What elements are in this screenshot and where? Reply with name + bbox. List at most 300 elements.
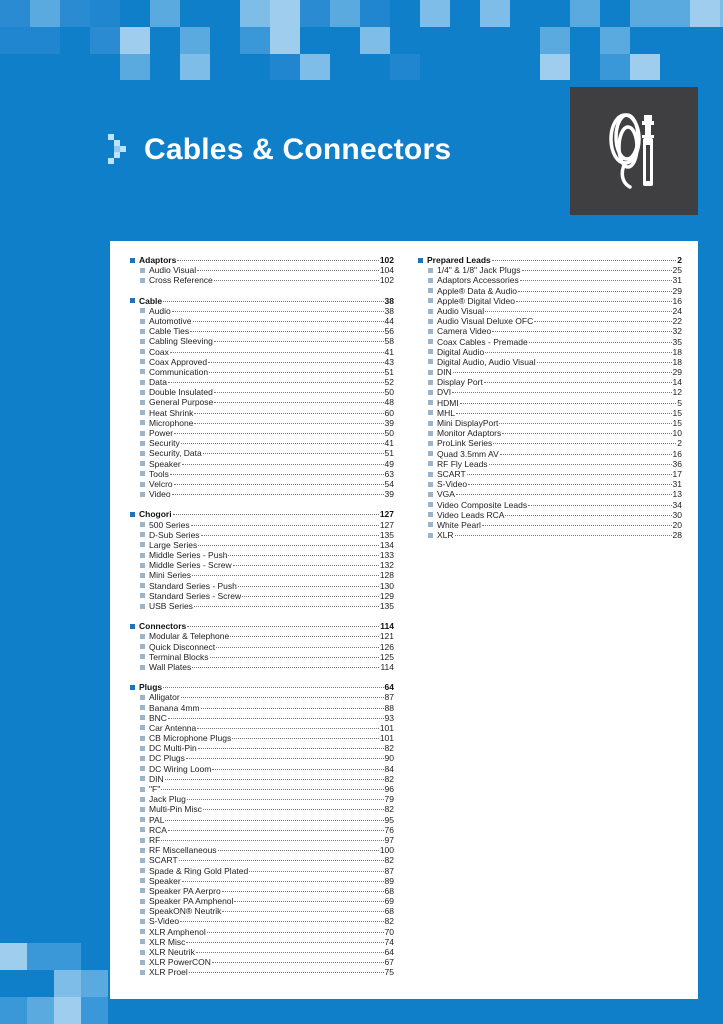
dot-leader	[522, 270, 672, 271]
page-number: 52	[384, 377, 394, 388]
dot-leader	[190, 331, 383, 332]
entry-label: Mini DisplayPort	[437, 418, 499, 428]
entry-label: Display Port	[437, 377, 483, 388]
contents-entry[interactable]	[130, 794, 394, 804]
contents-entry[interactable]	[130, 357, 394, 367]
dot-leader	[233, 565, 379, 566]
page-number: 90	[384, 753, 394, 764]
contents-entry[interactable]	[130, 753, 394, 763]
page-number: 50	[384, 387, 394, 398]
bullet-icon	[140, 654, 145, 659]
page-number: 35	[672, 336, 682, 347]
contents-column-left	[130, 255, 394, 988]
page-number: 39	[384, 489, 394, 500]
entry-label: Banana 4mm	[149, 702, 200, 713]
contents-entry[interactable]	[130, 550, 394, 560]
contents-entry[interactable]	[130, 459, 394, 469]
dot-leader	[163, 301, 383, 302]
page-number: 84	[384, 763, 394, 774]
dot-leader	[214, 341, 384, 342]
bullet-icon	[428, 349, 433, 354]
entry-label: RCA	[149, 824, 167, 835]
bullet-icon	[140, 705, 145, 710]
dot-leader	[228, 555, 378, 556]
bullet-icon	[428, 482, 433, 487]
dot-leader	[212, 962, 384, 963]
dot-leader	[499, 423, 671, 424]
section-heading[interactable]	[130, 255, 394, 265]
contents-entry[interactable]	[130, 397, 394, 407]
entry-label: RF Miscellaneous	[149, 845, 217, 856]
contents-entry[interactable]	[130, 438, 394, 448]
page-number: 17	[672, 468, 682, 479]
contents-entry[interactable]	[418, 367, 682, 377]
dot-leader	[203, 809, 384, 810]
contents-entry[interactable]	[418, 337, 682, 347]
bullet-icon	[140, 848, 145, 853]
dot-leader	[180, 921, 383, 922]
page-number: 16	[672, 448, 682, 459]
bullet-icon	[140, 410, 145, 415]
page-number: 49	[384, 458, 394, 469]
bullet-icon	[140, 451, 145, 456]
dot-leader	[197, 728, 379, 729]
entry-label: HDMI	[437, 397, 459, 408]
page-number: 126	[379, 641, 394, 652]
contents-entry[interactable]	[130, 275, 394, 285]
page-number: 125	[379, 651, 394, 662]
bullet-icon	[140, 736, 145, 741]
page-number: 51	[384, 366, 394, 377]
contents-entry[interactable]	[130, 733, 394, 743]
bullet-icon	[140, 420, 145, 425]
bullet-icon	[428, 410, 433, 415]
section-heading[interactable]	[130, 296, 394, 306]
contents-entry[interactable]	[130, 937, 394, 947]
dot-leader	[194, 413, 383, 414]
page-number: 93	[384, 712, 394, 723]
contents-entry[interactable]	[130, 967, 394, 977]
bullet-icon	[428, 512, 433, 517]
entry-label: Standard Series - Push	[149, 580, 237, 591]
dot-leader	[198, 748, 384, 749]
contents-entry[interactable]	[418, 418, 682, 428]
contents-entry[interactable]	[130, 916, 394, 926]
contents-entry[interactable]	[130, 581, 394, 591]
contents-entry[interactable]	[418, 286, 682, 296]
contents-entry[interactable]	[130, 723, 394, 733]
contents-entry[interactable]	[130, 479, 394, 489]
page-number: 69	[384, 896, 394, 907]
entry-label: Coax Approved	[149, 356, 208, 367]
bullet-icon	[140, 776, 145, 781]
contents-entry[interactable]	[130, 662, 394, 672]
contents-entry[interactable]	[130, 886, 394, 896]
contents-entry[interactable]	[130, 896, 394, 906]
contents-entry[interactable]	[418, 469, 682, 479]
bullet-icon	[428, 492, 433, 497]
bullet-icon	[428, 421, 433, 426]
category-icon-box	[570, 87, 698, 215]
page-number: 129	[379, 590, 394, 601]
entry-label: Modular & Telephone	[149, 631, 230, 642]
entry-label: Quad 3.5mm AV	[437, 448, 499, 459]
contents-entry[interactable]	[418, 510, 682, 520]
contents-entry[interactable]	[130, 520, 394, 530]
page-number: 41	[384, 346, 394, 357]
contents-entry[interactable]	[130, 642, 394, 652]
contents-entry[interactable]	[130, 570, 394, 580]
dot-leader	[207, 932, 384, 933]
bullet-icon	[140, 929, 145, 934]
dot-leader	[234, 901, 383, 902]
page-number: 15	[672, 407, 682, 418]
entry-label: SCART	[149, 855, 178, 866]
bullet-icon	[428, 268, 433, 273]
section-heading[interactable]	[418, 255, 682, 265]
bullet-icon	[140, 532, 145, 537]
contents-entry[interactable]	[130, 265, 394, 275]
entry-label: VGA	[437, 489, 455, 500]
dot-leader	[529, 342, 672, 343]
contents-entry[interactable]	[418, 275, 682, 285]
contents-entry[interactable]	[130, 927, 394, 937]
contents-entry[interactable]	[418, 449, 682, 459]
entry-label: Standard Series - Screw	[149, 590, 242, 601]
contents-entry[interactable]	[130, 845, 394, 855]
contents-entry[interactable]	[418, 428, 682, 438]
entry-label: Communication	[149, 366, 209, 377]
bullet-icon	[140, 919, 145, 924]
contents-entry[interactable]	[130, 469, 394, 479]
dot-leader	[460, 403, 677, 404]
bullet-icon	[140, 960, 145, 965]
page-title: Cables & Connectors	[144, 133, 452, 166]
page-number: 38	[384, 305, 394, 316]
contents-section	[130, 682, 394, 977]
contents-entry[interactable]	[130, 408, 394, 418]
dot-leader	[198, 545, 379, 546]
section-heading[interactable]	[130, 621, 394, 631]
contents-entry[interactable]	[130, 489, 394, 499]
section-heading[interactable]	[130, 682, 394, 692]
entry-label: Connectors	[139, 621, 187, 632]
page-number: 31	[672, 479, 682, 490]
contents-entry[interactable]	[418, 459, 682, 469]
bullet-icon	[140, 827, 145, 832]
dot-leader	[210, 657, 379, 658]
contents-entry[interactable]	[130, 713, 394, 723]
entry-label: Middle Series - Screw	[149, 560, 232, 571]
entry-label: Coax	[149, 346, 169, 357]
contents-entry[interactable]	[130, 804, 394, 814]
bullet-icon	[140, 838, 145, 843]
contents-entry[interactable]	[130, 540, 394, 550]
footer-pixel-pattern	[0, 934, 110, 1024]
entry-label: Camera Video	[437, 326, 492, 337]
bullet-icon	[140, 909, 145, 914]
cable-jack-icon	[570, 87, 698, 215]
page-number: 95	[384, 814, 394, 825]
contents-entry[interactable]	[418, 489, 682, 499]
dot-leader	[194, 423, 383, 424]
entry-label: Audio Visual Deluxe OFC	[437, 316, 534, 327]
dot-leader	[192, 575, 379, 576]
contents-entry[interactable]	[418, 347, 682, 357]
contents-entry[interactable]	[130, 866, 394, 876]
contents-entry[interactable]	[418, 265, 682, 275]
entry-label: Terminal Blocks	[149, 651, 209, 662]
entry-label: Multi-Pin Misc	[149, 804, 202, 815]
page-number: 34	[672, 499, 682, 510]
dot-leader	[189, 972, 384, 973]
dot-leader	[238, 586, 379, 587]
contents-entry[interactable]	[418, 306, 682, 316]
contents-entry[interactable]	[130, 591, 394, 601]
dot-leader	[492, 260, 676, 261]
page-number: 97	[384, 834, 394, 845]
contents-entry[interactable]	[130, 774, 394, 784]
page-number: 14	[672, 377, 682, 388]
contents-entry[interactable]	[130, 377, 394, 387]
bullet-icon	[140, 308, 145, 313]
bullet-icon	[428, 359, 433, 364]
entry-label: Microphone	[149, 417, 194, 428]
page-number: 44	[384, 315, 394, 326]
entry-label: Car Antenna	[149, 722, 197, 733]
page-number: 82	[384, 855, 394, 866]
contents-entry[interactable]	[418, 326, 682, 336]
contents-entry[interactable]	[418, 438, 682, 448]
dot-leader	[174, 484, 384, 485]
page-number: 68	[384, 906, 394, 917]
contents-entry[interactable]	[130, 530, 394, 540]
contents-entry[interactable]	[130, 947, 394, 957]
contents-entry[interactable]	[130, 387, 394, 397]
dot-leader	[518, 291, 672, 292]
entry-label: Middle Series - Push	[149, 550, 228, 561]
entry-label: DC Plugs	[149, 753, 185, 764]
dot-leader	[174, 433, 383, 434]
contents-entry[interactable]	[418, 377, 682, 387]
dot-leader	[186, 758, 384, 759]
page-number: 79	[384, 794, 394, 805]
bullet-icon	[140, 868, 145, 873]
contents-entry[interactable]	[130, 316, 394, 326]
contents-entry[interactable]	[130, 336, 394, 346]
page-number: 114	[380, 661, 394, 672]
page-number: 32	[672, 326, 682, 337]
bullet-icon	[140, 725, 145, 730]
bullet-icon	[428, 400, 433, 405]
dot-leader	[168, 830, 384, 831]
page-number: 25	[672, 265, 682, 276]
entry-label: Apple® Data & Audio	[437, 285, 517, 296]
bullet-icon	[428, 502, 433, 507]
entry-label: Video Composite Leads	[437, 499, 528, 510]
dot-leader	[214, 280, 379, 281]
dot-leader	[201, 535, 379, 536]
page-number: 16	[672, 295, 682, 306]
entry-label: White Pearl	[437, 519, 481, 530]
contents-entry[interactable]	[130, 743, 394, 753]
bullet-icon	[428, 451, 433, 456]
contents-entry[interactable]	[130, 601, 394, 611]
contents-entry[interactable]	[130, 692, 394, 702]
contents-entry[interactable]	[130, 560, 394, 570]
contents-entry[interactable]	[130, 703, 394, 713]
dot-leader	[230, 636, 379, 637]
dot-leader	[502, 433, 671, 434]
page-number: 101	[379, 722, 394, 733]
contents-entry[interactable]	[418, 387, 682, 397]
contents-entry[interactable]	[418, 296, 682, 306]
bullet-icon	[428, 370, 433, 375]
header-pixel-pattern	[0, 0, 723, 80]
contents-entry[interactable]	[130, 347, 394, 357]
entry-label: PAL	[149, 814, 165, 825]
contents-entry[interactable]	[418, 500, 682, 510]
dot-leader	[163, 687, 383, 688]
contents-entry[interactable]	[418, 398, 682, 408]
dot-leader	[192, 667, 379, 668]
bullet-icon	[140, 441, 145, 446]
dot-leader	[168, 382, 384, 383]
entry-label: Tools	[149, 468, 169, 479]
page-number: 114	[380, 621, 394, 632]
entry-label: S-Video	[149, 916, 180, 927]
bullet-icon	[140, 471, 145, 476]
bullet-icon	[140, 878, 145, 883]
bullet-icon	[428, 522, 433, 527]
dot-leader	[201, 708, 384, 709]
bullet-icon	[140, 329, 145, 334]
contents-entry[interactable]	[130, 784, 394, 794]
bullet-icon	[140, 268, 145, 273]
contents-entry[interactable]	[418, 316, 682, 326]
dot-leader	[214, 392, 384, 393]
page-number: 104	[379, 265, 394, 276]
contents-entry[interactable]	[130, 876, 394, 886]
entry-label: MHL	[437, 407, 455, 418]
contents-entry[interactable]	[130, 306, 394, 316]
dot-leader	[212, 769, 383, 770]
page-number: 102	[379, 255, 394, 265]
contents-section	[130, 255, 394, 286]
contents-entry[interactable]	[130, 326, 394, 336]
contents-entry[interactable]	[418, 530, 682, 540]
entry-label: DVI	[437, 387, 452, 398]
page-number: 102	[379, 275, 394, 286]
contents-entry[interactable]	[130, 764, 394, 774]
bullet-icon	[140, 593, 145, 598]
bullet-icon	[140, 888, 145, 893]
page-number: 50	[384, 428, 394, 438]
contents-entry[interactable]	[130, 367, 394, 377]
contents-entry[interactable]	[130, 428, 394, 438]
entry-label: Mini Series	[149, 570, 192, 581]
entry-label: Audio Visual	[437, 305, 485, 316]
contents-entry[interactable]	[418, 520, 682, 530]
page-number: 76	[384, 824, 394, 835]
page-number: 36	[672, 458, 682, 469]
bullet-icon	[140, 400, 145, 405]
bullet-icon	[140, 390, 145, 395]
dot-leader	[493, 443, 676, 444]
contents-entry[interactable]	[130, 815, 394, 825]
bullet-icon	[428, 309, 433, 314]
contents-entry[interactable]	[418, 479, 682, 489]
bullet-icon	[140, 583, 145, 588]
page-number: 128	[379, 570, 394, 581]
contents-entry[interactable]	[130, 957, 394, 967]
dot-leader	[177, 260, 379, 261]
contents-panel	[110, 241, 698, 999]
bullet-icon	[140, 339, 145, 344]
contents-section	[418, 255, 682, 540]
entry-label: XLR Amphenol	[149, 926, 206, 937]
dot-leader	[249, 871, 383, 872]
page-number: 2	[677, 438, 682, 449]
page-number: 10	[672, 428, 682, 439]
dot-leader	[485, 311, 671, 312]
contents-entry[interactable]	[418, 408, 682, 418]
page-number: 68	[384, 885, 394, 896]
page-number: 82	[384, 916, 394, 927]
dot-leader	[482, 525, 672, 526]
contents-entry[interactable]	[130, 825, 394, 835]
contents-entry[interactable]	[130, 448, 394, 458]
page-number: 20	[672, 519, 682, 530]
page-number: 5	[677, 397, 682, 408]
dot-leader	[456, 494, 672, 495]
entry-label: "F"	[149, 784, 161, 794]
dot-leader	[193, 321, 384, 322]
section-heading[interactable]	[130, 509, 394, 519]
dot-leader	[489, 464, 672, 465]
page-number: 38	[384, 295, 394, 306]
contents-entry[interactable]	[130, 855, 394, 865]
dot-leader	[165, 779, 384, 780]
page-number: 135	[379, 529, 394, 540]
bullet-icon	[140, 604, 145, 609]
contents-entry[interactable]	[130, 835, 394, 845]
page-number: 12	[672, 387, 682, 398]
page-number: 60	[384, 407, 394, 418]
entry-label: Security	[149, 438, 180, 449]
page-number: 43	[384, 356, 394, 367]
dot-leader	[528, 505, 671, 506]
bullet-icon	[140, 797, 145, 802]
page-number: 41	[384, 438, 394, 449]
entry-label: S-Video	[437, 479, 468, 490]
contents-entry[interactable]	[130, 631, 394, 641]
dot-leader	[172, 311, 384, 312]
page-number: 30	[672, 509, 682, 520]
page-number: 87	[384, 865, 394, 876]
dot-leader	[197, 270, 379, 271]
entry-label: Large Series	[149, 539, 198, 550]
contents-entry[interactable]	[130, 418, 394, 428]
contents-entry[interactable]	[130, 652, 394, 662]
bullet-icon	[140, 319, 145, 324]
contents-entry[interactable]	[418, 357, 682, 367]
bullet-icon	[140, 369, 145, 374]
dot-leader	[186, 942, 383, 943]
entry-label: Apple® Digital Video	[437, 295, 515, 306]
contents-entry[interactable]	[130, 906, 394, 916]
page-number: 2	[677, 255, 682, 265]
